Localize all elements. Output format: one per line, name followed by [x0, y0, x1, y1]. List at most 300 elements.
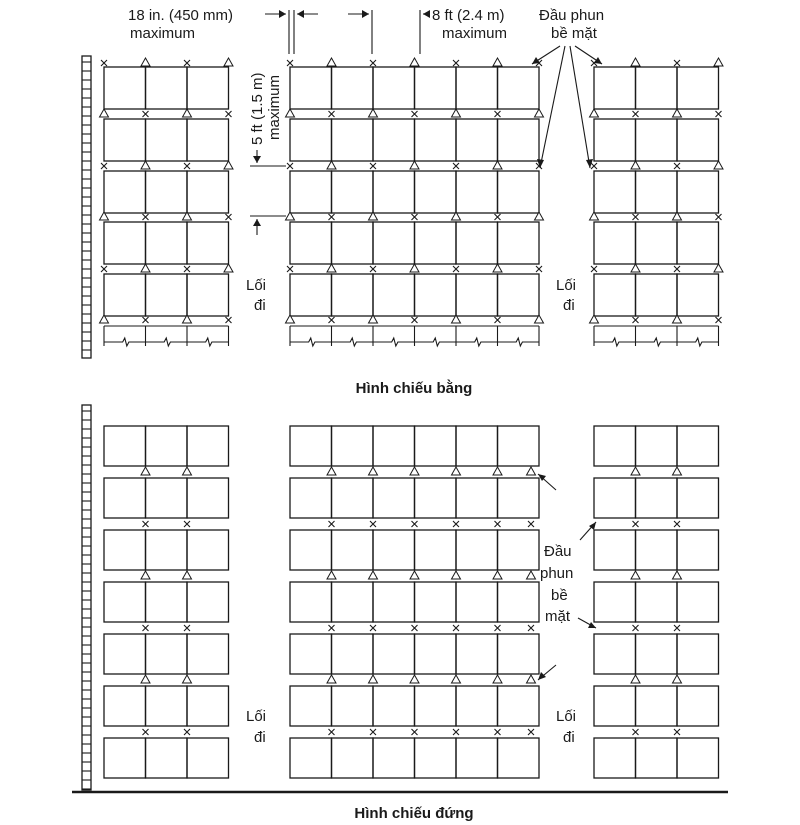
- upright-sprinkler-triangle-icon: [714, 264, 723, 272]
- plan-wall-ticks: [82, 62, 91, 350]
- rack-bay: [187, 119, 229, 161]
- pendent-sprinkler-x-mark-icon: [370, 729, 376, 735]
- rack-bay: [290, 67, 332, 109]
- rack-bay: [104, 119, 146, 161]
- rack-bay: [290, 530, 332, 570]
- pendent-sprinkler-x-mark-icon: [528, 625, 534, 631]
- pendent-sprinkler-x-mark-icon: [101, 266, 107, 272]
- pendent-sprinkler-x-mark-icon: [329, 729, 335, 735]
- rack-bay: [373, 222, 415, 264]
- plan-face-sprinkler-label-line2: bề mặt: [551, 25, 597, 42]
- rack-bay: [373, 478, 415, 518]
- pendent-sprinkler-x-mark-icon: [143, 625, 149, 631]
- rack-bay: [415, 171, 457, 213]
- rack-bay: [104, 274, 146, 316]
- pendent-sprinkler-x-mark-icon: [412, 111, 418, 117]
- rack-bay: [594, 530, 636, 570]
- rack-bay: [290, 634, 332, 674]
- pendent-sprinkler-x-mark-icon: [495, 521, 501, 527]
- upright-sprinkler-triangle-icon: [631, 58, 640, 66]
- upright-sprinkler-triangle-icon: [631, 675, 640, 683]
- rack-bay: [415, 634, 457, 674]
- rack-bay: [290, 222, 332, 264]
- rack-bay: [187, 582, 229, 622]
- plan-aisle-right-label-line1: Lối: [556, 277, 577, 294]
- rack-bay: [290, 686, 332, 726]
- upright-sprinkler-triangle-icon: [410, 675, 419, 683]
- upright-sprinkler-triangle-icon: [410, 264, 419, 272]
- pendent-sprinkler-x-mark-icon: [143, 729, 149, 735]
- pendent-sprinkler-x-mark-icon: [184, 729, 190, 735]
- upright-sprinkler-triangle-icon: [141, 264, 150, 272]
- rack-bay: [456, 738, 498, 778]
- rack-bay: [498, 119, 540, 161]
- rack-bay: [332, 686, 374, 726]
- rack-bay: [373, 634, 415, 674]
- pendent-sprinkler-x-mark-icon: [370, 60, 376, 66]
- upright-sprinkler-triangle-icon: [183, 109, 192, 117]
- pendent-sprinkler-x-mark-icon: [143, 317, 149, 323]
- rack-bay: [636, 274, 678, 316]
- pendent-sprinkler-x-mark-icon: [633, 625, 639, 631]
- pendent-sprinkler-x-mark-icon: [226, 111, 232, 117]
- pendent-sprinkler-x-mark-icon: [716, 317, 722, 323]
- upright-sprinkler-triangle-icon: [327, 264, 336, 272]
- rack-bay: [677, 67, 719, 109]
- rack-bay: [104, 426, 146, 466]
- upright-sprinkler-triangle-icon: [493, 675, 502, 683]
- rack-bay: [636, 67, 678, 109]
- rack-bay: [594, 67, 636, 109]
- rack-bay: [415, 426, 457, 466]
- rack-bay: [456, 119, 498, 161]
- upright-sprinkler-triangle-icon: [410, 161, 419, 169]
- plan-racks: [104, 67, 719, 346]
- rack-bay: [146, 119, 188, 161]
- pendent-sprinkler-x-mark-icon: [495, 625, 501, 631]
- upright-sprinkler-triangle-icon: [327, 467, 336, 475]
- elevation-face-sprinkler-label-line2: phun: [540, 565, 574, 582]
- pendent-sprinkler-x-mark-icon: [287, 60, 293, 66]
- elevation-face-sprinkler-label-line4: mặt: [545, 608, 571, 625]
- rack-bay: [456, 426, 498, 466]
- upright-sprinkler-triangle-icon: [410, 467, 419, 475]
- pendent-sprinkler-x-mark-icon: [453, 163, 459, 169]
- upright-sprinkler-triangle-icon: [141, 675, 150, 683]
- rack-bay: [636, 686, 678, 726]
- upright-sprinkler-triangle-icon: [631, 161, 640, 169]
- rack-bay: [636, 738, 678, 778]
- upright-sprinkler-triangle-icon: [527, 675, 536, 683]
- pendent-sprinkler-x-mark-icon: [716, 111, 722, 117]
- rack-bay: [146, 478, 188, 518]
- rack-bay: [146, 274, 188, 316]
- pendent-sprinkler-x-mark-icon: [674, 521, 680, 527]
- dim-5ft-markers: [250, 150, 286, 235]
- upright-sprinkler-triangle-icon: [590, 109, 599, 117]
- rack-bay: [636, 582, 678, 622]
- upright-sprinkler-triangle-icon: [369, 467, 378, 475]
- pendent-sprinkler-x-mark-icon: [674, 266, 680, 272]
- upright-sprinkler-triangle-icon: [673, 675, 682, 683]
- rack-bay: [498, 582, 540, 622]
- upright-sprinkler-triangle-icon: [327, 675, 336, 683]
- rack-bay: [498, 426, 540, 466]
- pendent-sprinkler-x-mark-icon: [329, 625, 335, 631]
- upright-sprinkler-triangle-icon: [535, 109, 544, 117]
- dim-5ft-label: 5 ft (1.5 m): [249, 72, 266, 145]
- rack-bay: [373, 426, 415, 466]
- rack-bay: [456, 222, 498, 264]
- dim-5ft-max-label: maximum: [266, 74, 283, 140]
- rack-bay: [146, 426, 188, 466]
- elevation-aisle-right-label-line1: Lối: [556, 708, 577, 725]
- pendent-sprinkler-x-mark-icon: [184, 60, 190, 66]
- rack-bay: [104, 582, 146, 622]
- upright-sprinkler-triangle-icon: [327, 161, 336, 169]
- rack-bay: [498, 738, 540, 778]
- pendent-sprinkler-x-mark-icon: [226, 317, 232, 323]
- pendent-sprinkler-x-mark-icon: [287, 163, 293, 169]
- upright-sprinkler-triangle-icon: [452, 675, 461, 683]
- pendent-sprinkler-x-mark-icon: [453, 60, 459, 66]
- rack-bay: [332, 634, 374, 674]
- upright-sprinkler-triangle-icon: [493, 571, 502, 579]
- pendent-sprinkler-x-mark-icon: [633, 521, 639, 527]
- rack-bay: [187, 426, 229, 466]
- rack-bay: [290, 738, 332, 778]
- rack-bay: [332, 171, 374, 213]
- pendent-sprinkler-x-mark-icon: [226, 214, 232, 220]
- rack-bay: [498, 478, 540, 518]
- pendent-sprinkler-x-mark-icon: [633, 317, 639, 323]
- rack-bay: [594, 171, 636, 213]
- pendent-sprinkler-x-mark-icon: [287, 266, 293, 272]
- upright-sprinkler-triangle-icon: [141, 58, 150, 66]
- rack-bay: [415, 478, 457, 518]
- elevation-view-caption: Hình chiếu đứng: [354, 805, 474, 822]
- rack-bay: [677, 222, 719, 264]
- upright-sprinkler-triangle-icon: [224, 161, 233, 169]
- upright-sprinkler-triangle-icon: [183, 675, 192, 683]
- upright-sprinkler-triangle-icon: [673, 467, 682, 475]
- pendent-sprinkler-x-mark-icon: [495, 729, 501, 735]
- rack-bay: [677, 478, 719, 518]
- rack-bay: [104, 530, 146, 570]
- upright-sprinkler-triangle-icon: [631, 571, 640, 579]
- upright-sprinkler-triangle-icon: [224, 58, 233, 66]
- pendent-sprinkler-x-mark-icon: [143, 111, 149, 117]
- upright-sprinkler-triangle-icon: [452, 109, 461, 117]
- plan-aisle-left-label-line2: đi: [254, 297, 266, 314]
- elevation-aisle-left-label-line1: Lối: [246, 708, 267, 725]
- pendent-sprinkler-x-mark-icon: [591, 266, 597, 272]
- upright-sprinkler-triangle-icon: [452, 571, 461, 579]
- rack-bay: [677, 426, 719, 466]
- rack-bay: [187, 222, 229, 264]
- rack-bay: [332, 67, 374, 109]
- dim-18in-max-label: maximum: [130, 25, 196, 42]
- rack-bay: [104, 478, 146, 518]
- rack-bay: [146, 67, 188, 109]
- rack-bay: [498, 686, 540, 726]
- upright-sprinkler-triangle-icon: [410, 571, 419, 579]
- upright-sprinkler-triangle-icon: [493, 161, 502, 169]
- pendent-sprinkler-x-mark-icon: [528, 729, 534, 735]
- pendent-sprinkler-x-mark-icon: [101, 60, 107, 66]
- elevation-wall-column: [82, 405, 91, 790]
- pendent-sprinkler-x-mark-icon: [528, 521, 534, 527]
- plan-aisle-right-label-line2: đi: [563, 297, 575, 314]
- pendent-sprinkler-x-mark-icon: [674, 163, 680, 169]
- rack-bay: [373, 274, 415, 316]
- dim-8ft-markers: [348, 10, 430, 54]
- upright-sprinkler-triangle-icon: [714, 58, 723, 66]
- upright-sprinkler-triangle-icon: [527, 467, 536, 475]
- rack-bay: [456, 582, 498, 622]
- elevation-face-sprinkler-label-line3: bề: [551, 587, 568, 604]
- rack-bay: [104, 738, 146, 778]
- pendent-sprinkler-x-mark-icon: [329, 317, 335, 323]
- rack-bay: [146, 530, 188, 570]
- rack-bay: [415, 582, 457, 622]
- upright-sprinkler-triangle-icon: [673, 571, 682, 579]
- rack-bay: [290, 426, 332, 466]
- upright-sprinkler-triangle-icon: [327, 571, 336, 579]
- rack-bay: [332, 530, 374, 570]
- pendent-sprinkler-x-mark-icon: [184, 266, 190, 272]
- rack-bay: [677, 686, 719, 726]
- upright-sprinkler-triangle-icon: [493, 264, 502, 272]
- rack-bay: [104, 222, 146, 264]
- pendent-sprinkler-x-mark-icon: [591, 163, 597, 169]
- upright-sprinkler-triangle-icon: [714, 161, 723, 169]
- rack-bay: [594, 478, 636, 518]
- dim-18in-markers: [265, 10, 318, 54]
- pendent-sprinkler-x-mark-icon: [184, 625, 190, 631]
- rack-bay: [290, 119, 332, 161]
- rack-bay: [373, 119, 415, 161]
- pendent-sprinkler-x-mark-icon: [536, 266, 542, 272]
- rack-bay: [146, 686, 188, 726]
- rack-bay: [498, 634, 540, 674]
- rack-bay: [373, 171, 415, 213]
- elevation-sprinkler-heads: [141, 467, 682, 735]
- rack-bay: [636, 478, 678, 518]
- rack-bay: [187, 738, 229, 778]
- rack-bay: [415, 222, 457, 264]
- upright-sprinkler-triangle-icon: [493, 58, 502, 66]
- elevation-aisle-right-label-line2: đi: [563, 729, 575, 746]
- plan-view: [82, 7, 723, 397]
- pendent-sprinkler-x-mark-icon: [453, 625, 459, 631]
- rack-bay: [677, 171, 719, 213]
- rack-bay: [187, 530, 229, 570]
- upright-sprinkler-triangle-icon: [631, 264, 640, 272]
- pendent-sprinkler-x-mark-icon: [412, 521, 418, 527]
- pendent-sprinkler-x-mark-icon: [143, 214, 149, 220]
- plan-face-sprinkler-label-line1: Đầu phun: [539, 7, 605, 24]
- pendent-sprinkler-x-mark-icon: [412, 317, 418, 323]
- upright-sprinkler-triangle-icon: [141, 467, 150, 475]
- rack-bay: [498, 530, 540, 570]
- dim-18in-label: 18 in. (450 mm): [128, 7, 234, 24]
- rack-bay: [677, 530, 719, 570]
- rack-bay: [146, 738, 188, 778]
- rack-bay: [187, 67, 229, 109]
- rack-bay: [332, 274, 374, 316]
- upright-sprinkler-triangle-icon: [369, 571, 378, 579]
- rack-bay: [415, 738, 457, 778]
- upright-sprinkler-triangle-icon: [369, 109, 378, 117]
- rack-bay: [290, 171, 332, 213]
- pendent-sprinkler-x-mark-icon: [370, 163, 376, 169]
- elevation-racks: [104, 426, 719, 778]
- plan-sprinkler-heads: [100, 58, 724, 323]
- rack-bay: [456, 171, 498, 213]
- upright-sprinkler-triangle-icon: [452, 467, 461, 475]
- rack-bay: [456, 274, 498, 316]
- pendent-sprinkler-x-mark-icon: [412, 729, 418, 735]
- rack-bay: [332, 426, 374, 466]
- rack-bay: [456, 634, 498, 674]
- pendent-sprinkler-x-mark-icon: [329, 521, 335, 527]
- rack-bay: [415, 67, 457, 109]
- rack-bay: [146, 634, 188, 674]
- pendent-sprinkler-x-mark-icon: [495, 317, 501, 323]
- pendent-sprinkler-x-mark-icon: [184, 163, 190, 169]
- rack-bay: [332, 222, 374, 264]
- rack-bay: [677, 119, 719, 161]
- rack-bay: [146, 171, 188, 213]
- rack-bay: [498, 222, 540, 264]
- plan-aisle-left-label-line1: Lối: [246, 277, 267, 294]
- upright-sprinkler-triangle-icon: [286, 109, 295, 117]
- rack-bay: [594, 738, 636, 778]
- rack-bay: [290, 274, 332, 316]
- rack-bay: [332, 119, 374, 161]
- rack-break-line: [594, 338, 719, 346]
- rack-bay: [373, 582, 415, 622]
- rack-bay: [594, 119, 636, 161]
- rack-bay: [187, 274, 229, 316]
- rack-bay: [187, 686, 229, 726]
- rack-bay: [456, 530, 498, 570]
- elevation-aisle-left-label-line2: đi: [254, 729, 266, 746]
- rack-bay: [636, 426, 678, 466]
- upright-sprinkler-triangle-icon: [183, 467, 192, 475]
- pendent-sprinkler-x-mark-icon: [495, 111, 501, 117]
- pendent-sprinkler-x-mark-icon: [674, 729, 680, 735]
- plan-face-sprinkler-arrows: [532, 46, 602, 168]
- rack-bay: [594, 582, 636, 622]
- pendent-sprinkler-x-mark-icon: [633, 729, 639, 735]
- rack-break-line: [104, 338, 229, 346]
- rack-bay: [594, 634, 636, 674]
- rack-bay: [290, 478, 332, 518]
- plan-wall-column: [82, 56, 91, 358]
- plan-view-caption: Hình chiếu bằng: [355, 380, 473, 397]
- rack-bay: [187, 634, 229, 674]
- rack-bay: [636, 222, 678, 264]
- rack-bay: [498, 171, 540, 213]
- rack-bay: [594, 222, 636, 264]
- pendent-sprinkler-x-mark-icon: [370, 625, 376, 631]
- upright-sprinkler-triangle-icon: [327, 58, 336, 66]
- rack-bay: [187, 478, 229, 518]
- pendent-sprinkler-x-mark-icon: [184, 521, 190, 527]
- rack-bay: [498, 274, 540, 316]
- pendent-sprinkler-x-mark-icon: [633, 214, 639, 220]
- upright-sprinkler-triangle-icon: [493, 467, 502, 475]
- rack-bay: [415, 274, 457, 316]
- rack-bay: [677, 634, 719, 674]
- rack-bay: [677, 738, 719, 778]
- rack-bay: [373, 686, 415, 726]
- rack-bay: [498, 67, 540, 109]
- dim-8ft-label: 8 ft (2.4 m): [432, 7, 505, 24]
- upright-sprinkler-triangle-icon: [183, 571, 192, 579]
- pendent-sprinkler-x-mark-icon: [412, 214, 418, 220]
- pendent-sprinkler-x-mark-icon: [329, 214, 335, 220]
- rack-bay: [187, 171, 229, 213]
- rack-bay: [636, 634, 678, 674]
- rack-bay: [636, 530, 678, 570]
- pendent-sprinkler-x-mark-icon: [370, 266, 376, 272]
- pendent-sprinkler-x-mark-icon: [633, 111, 639, 117]
- pendent-sprinkler-x-mark-icon: [495, 214, 501, 220]
- rack-bay: [290, 582, 332, 622]
- rack-bay: [146, 582, 188, 622]
- rack-bay: [456, 67, 498, 109]
- rack-bay: [373, 530, 415, 570]
- pendent-sprinkler-x-mark-icon: [143, 521, 149, 527]
- upright-sprinkler-triangle-icon: [673, 109, 682, 117]
- elevation-wall-ticks: [82, 411, 91, 789]
- upright-sprinkler-triangle-icon: [141, 571, 150, 579]
- upright-sprinkler-triangle-icon: [410, 58, 419, 66]
- rack-bay: [415, 686, 457, 726]
- rack-bay: [415, 530, 457, 570]
- rack-bay: [636, 119, 678, 161]
- pendent-sprinkler-x-mark-icon: [716, 214, 722, 220]
- rack-bay: [677, 274, 719, 316]
- upright-sprinkler-triangle-icon: [224, 264, 233, 272]
- elevation-view: [72, 405, 728, 822]
- rack-bay: [104, 67, 146, 109]
- pendent-sprinkler-x-mark-icon: [370, 521, 376, 527]
- dim-8ft-max-label: maximum: [442, 25, 508, 42]
- rack-bay: [332, 582, 374, 622]
- upright-sprinkler-triangle-icon: [369, 675, 378, 683]
- upright-sprinkler-triangle-icon: [141, 161, 150, 169]
- rack-bay: [373, 738, 415, 778]
- rack-bay: [146, 222, 188, 264]
- rack-bay: [373, 67, 415, 109]
- rack-bay: [456, 478, 498, 518]
- rack-bay: [332, 738, 374, 778]
- pendent-sprinkler-x-mark-icon: [674, 625, 680, 631]
- pendent-sprinkler-x-mark-icon: [412, 625, 418, 631]
- elevation-face-sprinkler-label-line1: Đầu: [544, 543, 572, 560]
- rack-bay: [636, 171, 678, 213]
- upright-sprinkler-triangle-icon: [100, 109, 109, 117]
- rack-bay: [594, 426, 636, 466]
- rack-bay: [332, 478, 374, 518]
- upright-sprinkler-triangle-icon: [631, 467, 640, 475]
- pendent-sprinkler-x-mark-icon: [329, 111, 335, 117]
- pendent-sprinkler-x-mark-icon: [101, 163, 107, 169]
